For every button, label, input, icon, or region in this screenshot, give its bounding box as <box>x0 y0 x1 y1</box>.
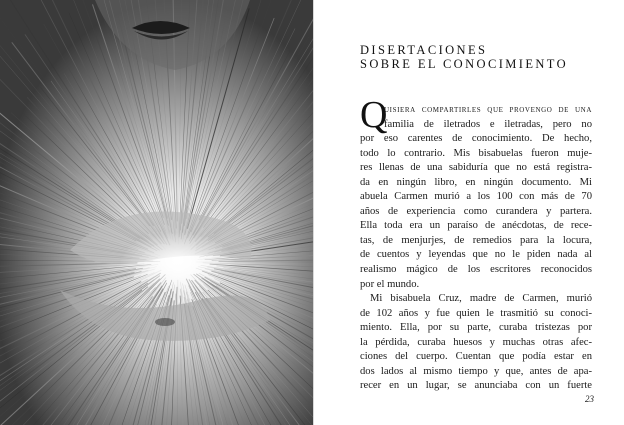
body-line: por el mundo. <box>360 278 420 290</box>
body-line: todo lo contrario. Mis bisabuelas fueron muje- <box>360 147 592 159</box>
body-line-lead <box>360 103 592 118</box>
body-line: de 102 años y fue quien le trasmitió su conoci- <box>360 307 592 319</box>
body-line: de cuentos y leyendas que no le piden nada al <box>360 249 592 261</box>
body-line: Mi bisabuela Cruz, madre de Carmen, murió <box>370 293 592 305</box>
body-line: recer en un lugar, se anunciaba con un fuerte <box>360 380 592 392</box>
body-line: dos lados al mismo tiempo y que, antes de apa- <box>360 365 592 377</box>
body-line: realismo mágico de los escritores reconocidos <box>360 264 592 276</box>
body-line: la pérdida, curaba huesos y muchas otras afec- <box>360 336 592 348</box>
body-line: da en ningún libro, en ningún documento. Mi <box>360 176 592 188</box>
body-line: res llenas de una sabiduría que no está registra- <box>360 162 592 174</box>
body-line: tas, de menjurjes, de remedios para la locura, <box>360 234 592 246</box>
page-number: 23 <box>585 394 594 404</box>
body-line: Ella toda era un paraíso de anécdotas, de rece- <box>360 220 592 232</box>
chapter-heading-line-2: SOBRE EL CONOCIMIENTO <box>360 57 569 71</box>
body-line: años de experiencia como curandera y partera. <box>360 205 592 217</box>
body-line: ciones del cuerpo. Cuentan que podía estar en <box>360 351 592 363</box>
drop-cap: Q <box>360 94 388 136</box>
body-line: miento. Ella, por su parte, curaba tristezas por <box>360 322 592 334</box>
body-line: familia de iletrados e iletradas, pero no <box>384 118 592 130</box>
body-line: por eso carentes de conocimiento. De hecho, <box>360 133 592 145</box>
chapter-heading-line-1: DISERTACIONES <box>360 43 488 57</box>
lead-smallcaps: uisiera compartirles que provengo de una <box>384 104 592 115</box>
text-page <box>314 0 624 425</box>
body-text <box>360 103 592 394</box>
body-line: abuela Carmen murió a los 100 con más de 70 <box>360 191 592 203</box>
